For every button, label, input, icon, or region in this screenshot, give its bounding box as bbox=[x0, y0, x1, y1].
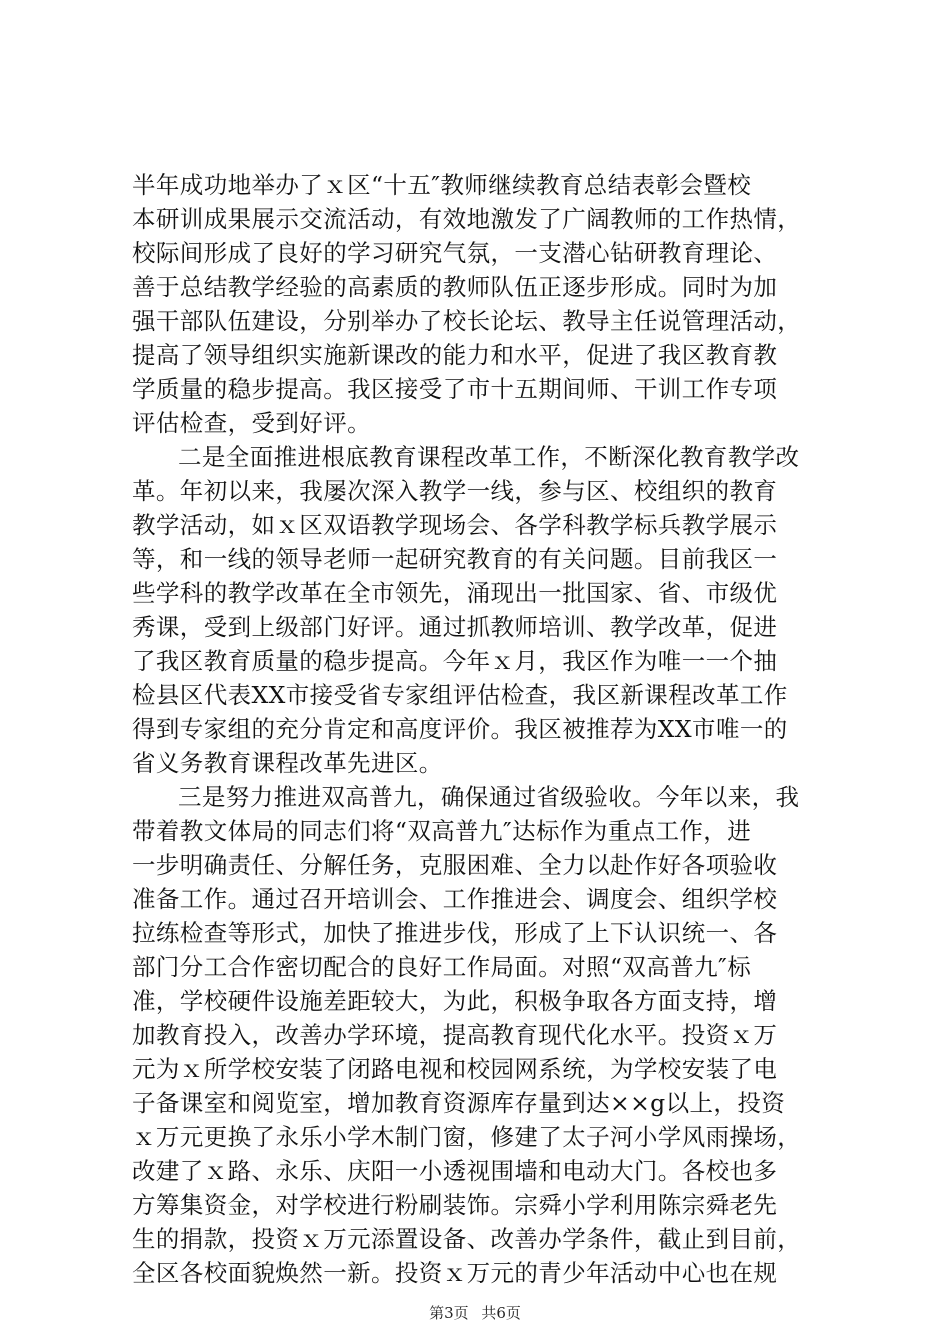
text-line: 改建了ｘ路、永乐、庆阳一小透视围墙和电动大门。各校也多 bbox=[132, 1157, 778, 1185]
text-line: 善于总结教学经验的高素质的教师队伍正逐步形成。同时为加 bbox=[132, 273, 778, 301]
page-total: 共6页 bbox=[481, 1304, 521, 1322]
page-footer bbox=[0, 1303, 950, 1323]
text-line: 准，学校硬件设施差距较大，为此，积极争取各方面支持，增 bbox=[132, 987, 778, 1015]
text-line: 拉练检查等形式，加快了推进步伐，形成了上下认识统一、各 bbox=[132, 919, 778, 947]
text-line: 了我区教育质量的稳步提高。今年ｘ月，我区作为唯一一个抽 bbox=[132, 647, 778, 675]
text-line: 省义务教育课程改革先进区。 bbox=[132, 749, 443, 777]
text-line: 得到专家组的充分肯定和高度评价。我区被推荐为XX市唯一的 bbox=[132, 715, 788, 743]
text-line: 校际间形成了良好的学习研究气氛，一支潜心钻研教育理论、 bbox=[132, 239, 778, 267]
text-line: 检县区代表XX市接受省专家组评估检查，我区新课程改革工作 bbox=[132, 681, 788, 709]
text-line: 生的捐款，投资ｘ万元添置设备、改善办学条件，截止到目前， bbox=[132, 1225, 802, 1253]
paragraph bbox=[132, 780, 832, 1290]
text-line: 准备工作。通过召开培训会、工作推进会、调度会、组织学校 bbox=[132, 885, 778, 913]
text-line: 学质量的稳步提高。我区接受了市十五期间师、干训工作专项 bbox=[132, 375, 778, 403]
text-line: 些学科的教学改革在全市领先，涌现出一批国家、省、市级优 bbox=[132, 579, 778, 607]
page-number: 第3页 bbox=[429, 1304, 469, 1322]
paragraph bbox=[132, 440, 832, 780]
text-line: 带着教文体局的同志们将“双高普九″达标作为重点工作，进 bbox=[132, 817, 752, 845]
text-line: 半年成功地举办了ｘ区“十五″教师继续教育总结表彰会暨校 bbox=[132, 171, 752, 199]
text-line: 等，和一线的领导老师一起研究教育的有关问题。目前我区一 bbox=[132, 545, 778, 573]
text-line: 加教育投入，改善办学环境，提高教育现代化水平。投资ｘ万 bbox=[132, 1021, 778, 1049]
text-line: 二是全面推进根底教育课程改革工作，不断深化教育教学改 bbox=[178, 443, 800, 471]
text-line: 革。年初以来，我屡次深入教学一线，参与区、校组织的教育 bbox=[132, 477, 778, 505]
text-line: 元为ｘ所学校安装了闭路电视和校园网系统，为学校安装了电 bbox=[132, 1055, 778, 1083]
text-line: 全区各校面貌焕然一新。投资ｘ万元的青少年活动中心也在规 bbox=[132, 1259, 778, 1287]
text-line: 部门分工合作密切配合的良好工作局面。对照“双高普九″标 bbox=[132, 953, 752, 981]
text-line: 三是努力推进双高普九，确保通过省级验收。今年以来，我 bbox=[178, 783, 800, 811]
text-line: 强干部队伍建设，分别举办了校长论坛、教导主任说管理活动， bbox=[132, 307, 802, 335]
text-line: 教学活动，如ｘ区双语教学现场会、各学科教学标兵教学展示 bbox=[132, 511, 778, 539]
document-body bbox=[132, 168, 832, 1290]
text-line: 本研训成果展示交流活动，有效地激发了广阔教师的工作热情， bbox=[132, 205, 802, 233]
text-line: 方筹集资金，对学校进行粉刷装饰。宗舜小学利用陈宗舜老先 bbox=[132, 1191, 778, 1219]
text-line: 提高了领导组织实施新课改的能力和水平，促进了我区教育教 bbox=[132, 341, 778, 369]
text-line: 一步明确责任、分解任务，克服困难、全力以赴作好各项验收 bbox=[132, 851, 778, 879]
text-line: ｘ万元更换了永乐小学木制门窗，修建了太子河小学风雨操场， bbox=[132, 1123, 802, 1151]
paragraph bbox=[132, 168, 832, 440]
text-line: 秀课，受到上级部门好评。通过抓教师培训、教学改革，促进 bbox=[132, 613, 778, 641]
text-line: 评估检查，受到好评。 bbox=[132, 409, 371, 437]
text-line: 子备课室和阅览室，增加教育资源库存量到达××g以上，投资 bbox=[132, 1089, 786, 1117]
